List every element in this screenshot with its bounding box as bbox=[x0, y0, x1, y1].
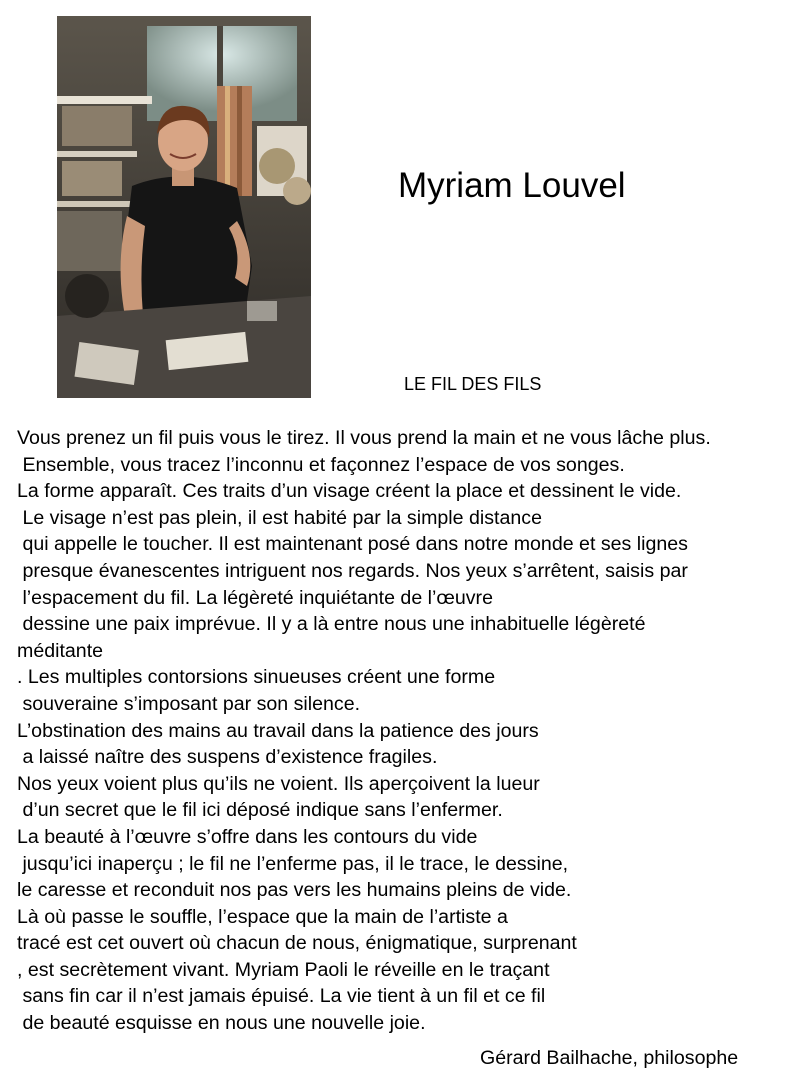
poem-line: La beauté à l’œuvre s’offre dans les contours du vide bbox=[17, 825, 478, 848]
poem-line: le caresse et reconduit nos pas vers les humains pleins de vide. bbox=[17, 879, 572, 902]
poem-line: d’un secret que le fil ici déposé indique sans l’enfermer. bbox=[17, 799, 503, 822]
poem-line: souveraine s’imposant par son silence. bbox=[17, 692, 361, 715]
poem-line: l’espacement du fil. La légèreté inquiétante de l’œuvre bbox=[17, 586, 493, 609]
poem-line: L’obstination des mains au travail dans la patience des jours bbox=[17, 719, 539, 742]
poem-line: méditante bbox=[17, 639, 104, 662]
poem-title: LE FIL DES FILS bbox=[404, 374, 542, 394]
signature: Gérard Bailhache, philosophe bbox=[480, 1047, 739, 1069]
poem-line: Vous prenez un fil puis vous le tirez. Il vous prend la main et ne vous lâche plus. bbox=[17, 427, 711, 449]
poem-line: a laissé naître des suspens d’existence fragiles. bbox=[17, 746, 438, 769]
poem-line: tracé est cet ouvert où chacun de nous, énigmatique, surprenant bbox=[17, 932, 577, 955]
poem-line: qui appelle le toucher. Il est maintenant posé dans notre monde et ses lignes bbox=[17, 533, 688, 556]
artist-portrait-photo bbox=[57, 16, 311, 398]
poem-line: . Les multiples contorsions sinueuses créent une forme bbox=[17, 666, 496, 689]
poem-line: La forme apparaît. Ces traits d’un visage créent la place et dessinent le vide. bbox=[17, 480, 682, 503]
portrait-image bbox=[57, 16, 311, 398]
poem-line: Là où passe le souffle, l’espace que la main de l’artiste a bbox=[17, 905, 508, 928]
poem-line: presque évanescentes intriguent nos regards. Nos yeux s’arrêtent, saisis par bbox=[17, 559, 688, 582]
poem-line: Nos yeux voient plus qu’ils ne voient. Ils aperçoivent la lueur bbox=[17, 772, 540, 795]
poem-line: dessine une paix imprévue. Il y a là entre nous une inhabituelle légèreté bbox=[17, 613, 646, 636]
poem-line: sans fin car il n’est jamais épuisé. La vie tient à un fil et ce fil bbox=[17, 985, 546, 1008]
author-name: Myriam Louvel bbox=[398, 166, 626, 205]
poem-text bbox=[17, 425, 809, 1037]
poem-line: Ensemble, vous tracez l’inconnu et façonnez l’espace de vos songes. bbox=[17, 453, 625, 476]
poem-line: Le visage n’est pas plein, il est habité par la simple distance bbox=[17, 506, 542, 529]
poem-line: , est secrètement vivant. Myriam Paoli le réveille en le traçant bbox=[17, 958, 550, 981]
poem-line: jusqu’ici inaperçu ; le fil ne l’enferme pas, il le trace, le dessine, bbox=[17, 852, 569, 875]
poem-line: de beauté esquisse en nous une nouvelle joie. bbox=[17, 1012, 426, 1035]
